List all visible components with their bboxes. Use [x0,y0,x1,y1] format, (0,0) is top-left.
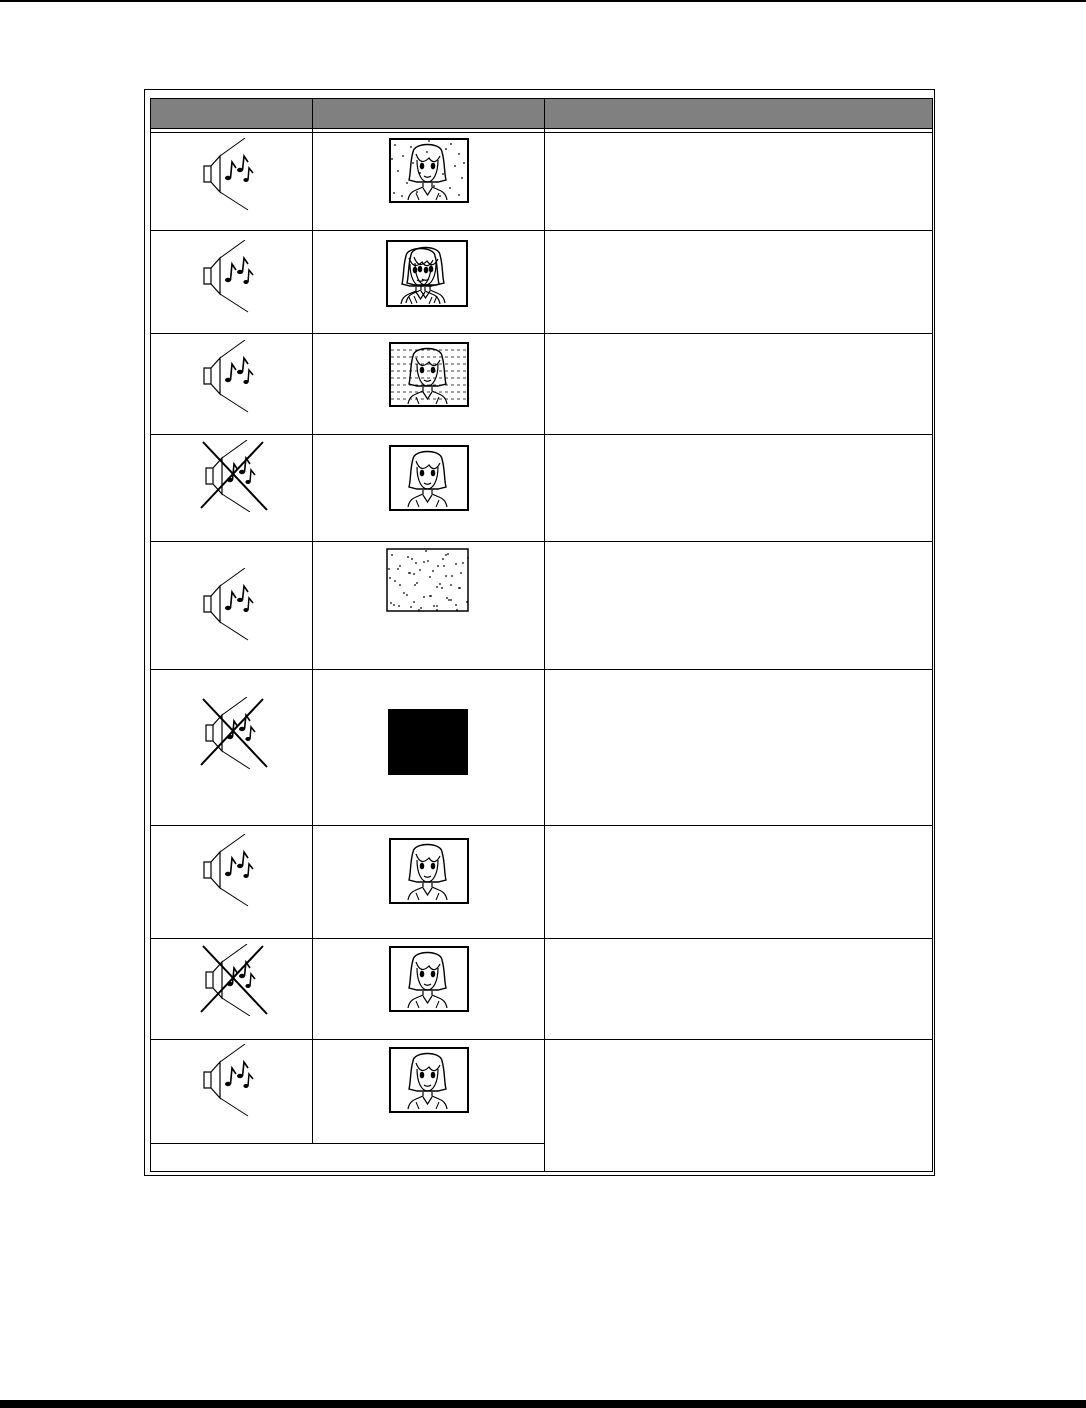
speaker-muted-icon [197,944,269,1016]
face-normal-icon [389,1047,469,1113]
face-with-ghost-icon [386,240,468,307]
top-rule [0,0,1086,2]
speaker-with-music-icon [201,834,261,908]
snow-only-icon [386,548,469,612]
speaker-muted-icon [197,697,269,769]
face-with-snow-icon [389,138,469,203]
speaker-muted-icon [197,440,269,512]
speaker-with-music-icon [201,240,261,314]
speaker-with-music-icon [201,1044,261,1118]
black-screen-icon [388,709,468,775]
face-normal-icon [389,838,469,904]
troubleshooting-table [144,89,935,1176]
bottom-rule [0,1400,1086,1408]
speaker-with-music-icon [201,568,261,642]
speaker-with-music-icon [201,340,261,414]
speaker-with-music-icon [201,138,261,212]
face-with-interference-lines-icon [389,342,469,407]
face-normal-icon [389,445,469,511]
face-normal-icon [389,946,469,1012]
